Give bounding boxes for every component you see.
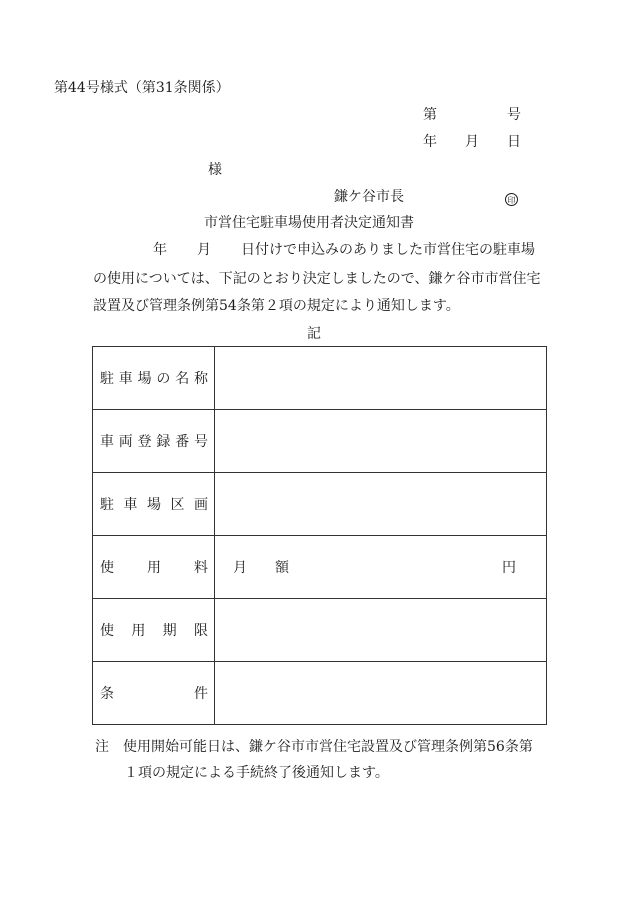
- table-row: [93, 410, 547, 473]
- usage-fee-label: 使 用 料: [93, 536, 215, 599]
- body-line-1-text: 日付けで申込みのありました市営住宅の駐車場: [241, 242, 535, 258]
- parking-space-value: [215, 473, 547, 536]
- date-day-label: 日: [507, 134, 521, 150]
- body-line-2: の使用については、下記のとおり決定しましたので、鎌ケ谷市市営住宅: [93, 271, 541, 287]
- yen-unit: 円: [502, 560, 516, 576]
- seal-icon: 印: [505, 193, 518, 206]
- usage-period-value: [215, 599, 547, 662]
- body-line-1: [153, 241, 535, 259]
- parking-details-table: [92, 346, 547, 725]
- body-month-label: 月: [197, 242, 211, 258]
- parking-space-label: 駐 車 場 区 画: [93, 473, 215, 536]
- body-year-label: 年: [153, 242, 167, 258]
- date-year-label: 年: [423, 134, 437, 150]
- date-line: [423, 133, 521, 151]
- monthly-amount-label: 月 額: [233, 560, 289, 576]
- body-line-3: 設置及び管理条例第54条第２項の規定により通知します。: [93, 298, 460, 314]
- seal-mark: [505, 190, 518, 208]
- doc-no-suffix: 号: [507, 107, 521, 123]
- document-number-line: [423, 106, 521, 124]
- conditions-label: 条 件: [93, 662, 215, 725]
- parking-name-label: 駐 車 場 の 名 称: [93, 347, 215, 410]
- note-line-2: １項の規定による手続終了後通知します。: [124, 765, 389, 781]
- doc-no-prefix: 第: [423, 107, 437, 123]
- issuer-name: 鎌ケ谷市長: [334, 189, 404, 205]
- table-row: [93, 347, 547, 410]
- vehicle-registration-value: [215, 410, 547, 473]
- document-title: 市営住宅駐車場使用者決定通知書: [204, 215, 414, 231]
- usage-fee-value: [215, 536, 547, 599]
- form-number: 第44号様式（第31条関係）: [54, 80, 230, 96]
- table-row: [93, 599, 547, 662]
- date-month-label: 月: [465, 134, 479, 150]
- vehicle-registration-label: 車 両 登 録 番 号: [93, 410, 215, 473]
- ki-label: 記: [307, 326, 321, 342]
- table-row: [93, 473, 547, 536]
- parking-name-value: [215, 347, 547, 410]
- addressee-honorific: 様: [208, 162, 222, 178]
- conditions-value: [215, 662, 547, 725]
- table-row: [93, 536, 547, 599]
- table-row: [93, 662, 547, 725]
- usage-period-label: 使 用 期 限: [93, 599, 215, 662]
- note-line-1: 注 使用開始可能日は、鎌ケ谷市市営住宅設置及び管理条例第56条第: [95, 739, 533, 755]
